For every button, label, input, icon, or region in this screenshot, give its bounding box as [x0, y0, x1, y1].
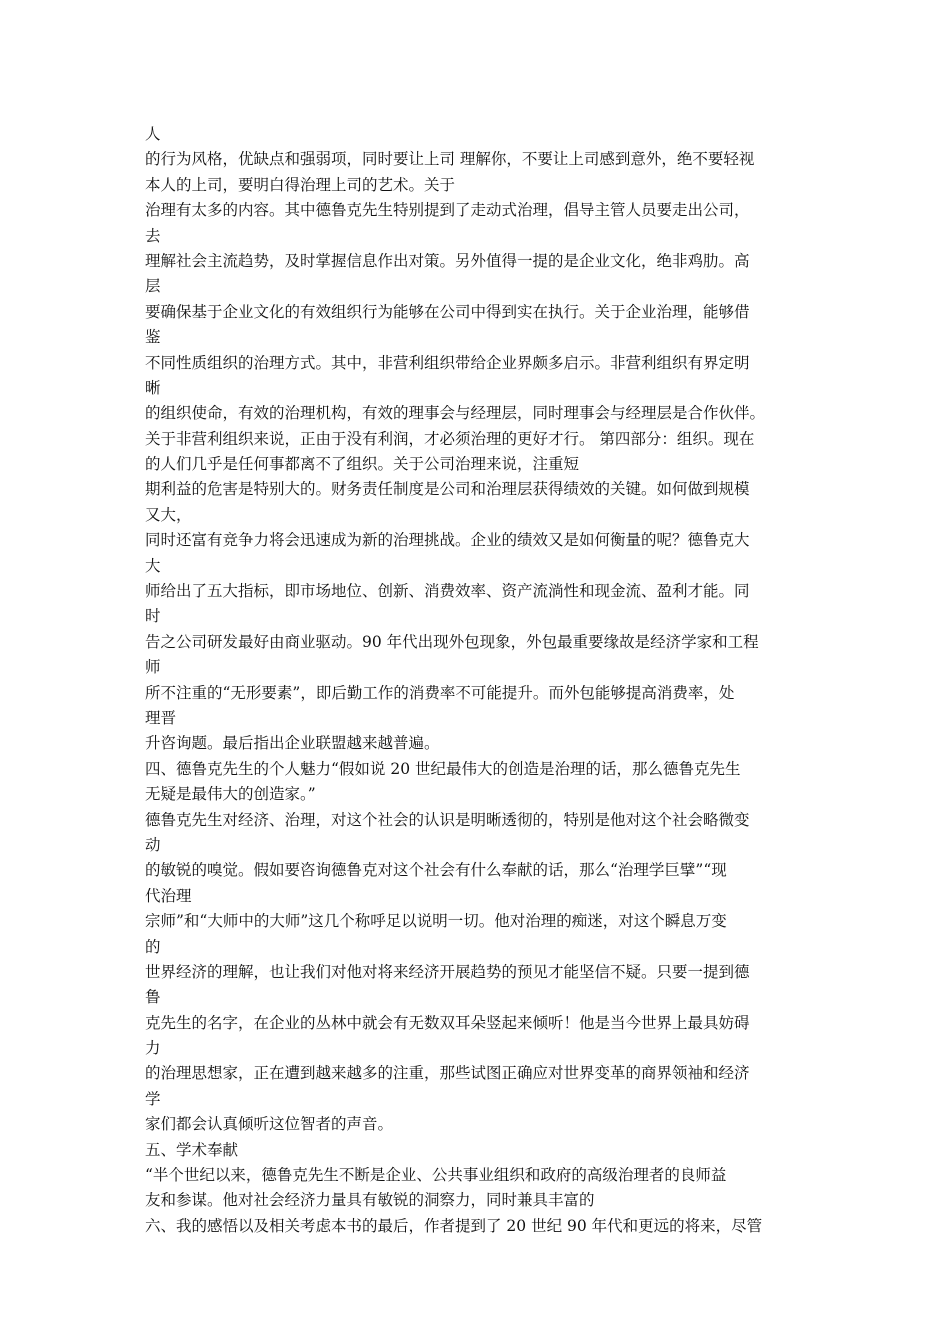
text-line: 同时还富有竞争力将会迅速成为新的治理挑战。企业的绩效又是如何衡量的呢？德鲁克大	[145, 531, 750, 550]
text-line: 师给出了五大指标，即市场地位、创新、消费效率、资产流淌性和现金流、盈利才能。同	[145, 582, 750, 601]
text-line: 师	[145, 658, 161, 677]
text-line: 的行为风格，优缺点和强弱项，同时要让上司 理解你，不要让上司感到意外，绝不要轻视	[145, 150, 755, 169]
text-line: 不同性质组织的治理方式。其中，非营利组织带给企业界颇多启示。非营利组织有界定明	[145, 353, 750, 372]
text-line: 关于非营利组织来说，正由于没有利润，才必须治理的更好才行。 第四部分：组织。现在	[145, 429, 755, 448]
text-line: 去	[145, 226, 161, 245]
text-line: 治理有太多的内容。其中德鲁克先生特别提到了走动式治理，倡导主管人员要走出公司，	[145, 201, 750, 220]
text-line: 的治理思想家，正在遭到越来越多的注重，那些试图正确应对世界变革的商界领袖和经济	[145, 1064, 750, 1083]
text-line: 宗师”和“大师中的大师”这几个称呼足以说明一切。他对治理的痴迷，对这个瞬息万变	[145, 912, 727, 931]
text-line: 人	[145, 125, 161, 143]
text-line: 四、德鲁克先生的个人魅力“假如说 20 世纪最伟大的创造是治理的话，那么德鲁克先生	[145, 759, 741, 778]
text-line: 鉴	[145, 328, 161, 347]
text-line: 的人们几乎是任何事都离不了组织。关于公司治理来说，注重短	[145, 455, 580, 474]
text-line: 动	[145, 835, 161, 854]
text-line: 晰	[145, 378, 161, 397]
text-line: 的	[145, 937, 161, 956]
text-line: 六、我的感悟以及相关考虑本书的最后，作者提到了 20 世纪 90 年代和更远的将来，尽管	[145, 1216, 763, 1235]
text-line: 学	[145, 1089, 161, 1108]
text-line: 理晋	[145, 708, 177, 727]
text-line: 升咨询题。最后指出企业联盟越来越普遍。	[145, 734, 440, 753]
text-line: 德鲁克先生对经济、治理，对这个社会的认识是明晰透彻的，特别是他对这个社会略微变	[145, 810, 750, 829]
text-line: 时	[145, 607, 161, 626]
text-line: 期利益的危害是特别大的。财务责任制度是公司和治理层获得绩效的关键。如何做到规模	[145, 480, 750, 499]
text-line: 所不注重的“无形要素”，即后勤工作的消费率不可能提升。而外包能够提高消费率，处	[145, 683, 735, 702]
text-line: 代治理	[145, 886, 192, 905]
text-line: 本人的上司，要明白得治理上司的艺术。关于	[145, 175, 456, 194]
text-line: 家们都会认真倾听这位智者的声音。	[145, 1115, 394, 1134]
text-line: 鲁	[145, 988, 161, 1007]
text-line: 理解社会主流趋势，及时掌握信息作出对策。另外值得一提的是企业文化，绝非鸡肋。高	[145, 251, 750, 270]
text-line: 五、学术奉献	[145, 1140, 239, 1159]
text-line: 世界经济的理解，也让我们对他对将来经济开展趋势的预见才能坚信不疑。只要一提到德	[145, 962, 750, 981]
text-line: 的组织使命，有效的治理机构，有效的理事会与经理层，同时理事会与经理层是合作伙伴。	[145, 404, 766, 423]
text-line: 的敏锐的嗅觉。假如要咨询德鲁克对这个社会有什么奉献的话，那么“治理学巨擘”“现	[145, 861, 727, 880]
text-line: 大	[145, 556, 161, 575]
text-line: 又大，	[145, 505, 192, 524]
text-line: 无疑是最伟大的创造家。”	[145, 785, 316, 804]
text-line: 克先生的名字，在企业的丛林中就会有无数双耳朵竖起来倾听！他是当今世界上最具妨碍	[145, 1013, 750, 1032]
text-line: 力	[145, 1039, 161, 1058]
text-line: 要确保基于企业文化的有效组织行为能够在公司中得到实在执行。关于企业治理，能够借	[145, 302, 750, 321]
text-line: 友和参谋。他对社会经济力量具有敏锐的洞察力，同时兼具丰富的	[145, 1191, 595, 1210]
text-line: 层	[145, 277, 161, 296]
text-line: “半个世纪以来，德鲁克先生不断是企业、公共事业组织和政府的高级治理者的良师益	[145, 1166, 727, 1185]
body-text	[145, 122, 815, 1239]
text-line: 告之公司研发最好由商业驱动。90 年代出现外包现象，外包最重要缘故是经济学家和工程	[145, 632, 759, 651]
